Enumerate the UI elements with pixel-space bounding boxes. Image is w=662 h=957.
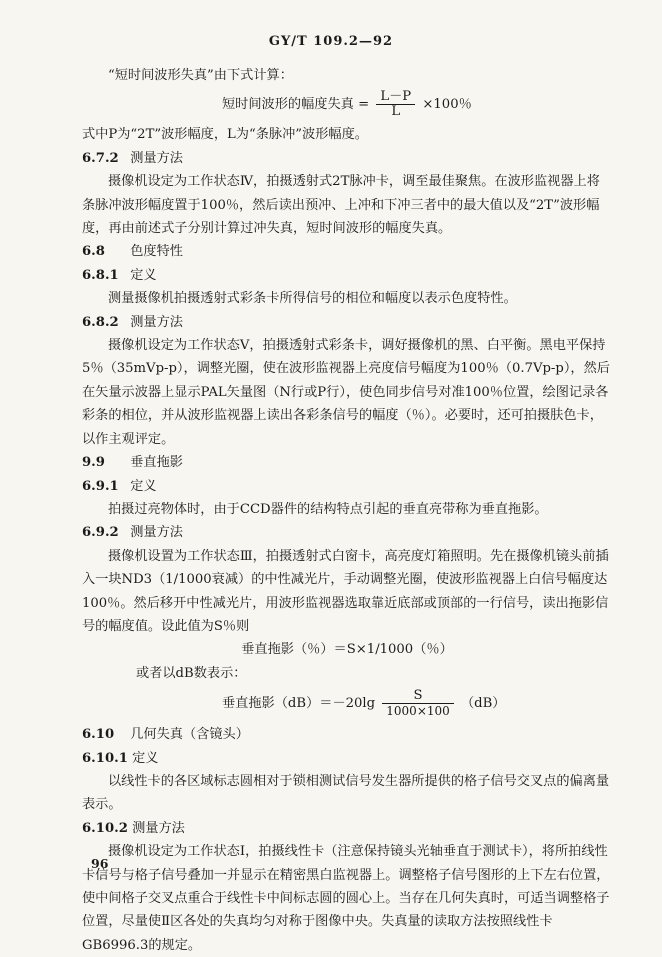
section-heading-6-10-2 xyxy=(82,817,612,840)
formula-vertical-smear-percent: 垂直拖影（％）＝S×1/1000（％） xyxy=(241,642,453,658)
section-title: 测量方法 xyxy=(130,150,183,166)
section-number: 6.8.2 xyxy=(82,314,119,330)
section-title: 色度特性 xyxy=(130,244,183,260)
formula3-lhs: 垂直拖影（dB）＝－20lg xyxy=(222,696,376,712)
section-heading-6-8 xyxy=(82,240,612,263)
section-number: 6.7.2 xyxy=(82,150,119,166)
formula3-numerator: S xyxy=(382,689,454,704)
section-title: 定义 xyxy=(132,750,159,766)
section-heading-6-10-1 xyxy=(82,747,612,770)
section-number: 6.9.1 xyxy=(82,478,119,494)
section-title: 测量方法 xyxy=(130,525,183,541)
formula-short-time-distortion xyxy=(82,87,612,123)
page-header: GY/T 109.2—92 xyxy=(268,34,394,49)
section-number: 6.10 xyxy=(82,727,115,743)
section-title: 测量方法 xyxy=(130,314,183,330)
section-number: 9.9 xyxy=(82,455,105,471)
paragraph-6-7-2: 摄像机设定为工作状态Ⅳ，拍摄透射式2T脉冲卡，调至最佳聚焦。在波形监视器上将条脉冲波形幅度置于100％，然后读出预冲、上冲和下冲三者中的最大值以及“2T”波形幅度，再由前述式子分别计算过冲失真，短时间波形的幅度失真。 xyxy=(82,174,600,237)
paragraph-6-10-1: 以线性卡的各区域标志圆相对于锁相测试信号发生器所提供的格子信号交叉点的偏离量表示。 xyxy=(82,773,610,813)
formula3-fraction xyxy=(382,689,454,718)
body-content xyxy=(82,64,612,957)
intro-line: “短时间波形失真”由下式计算： xyxy=(108,68,293,83)
formula1-note: 式中P为“2T”波形幅度，L为“条脉冲”波形幅度。 xyxy=(82,127,368,143)
section-number: 6.8 xyxy=(82,244,105,260)
section-title: 定义 xyxy=(130,267,157,283)
paragraph-6-10-2: 摄像机设定为工作状态Ⅰ，拍摄线性卡（注意保持镜头光轴垂直于测试卡），将所拍线性卡信号与格子信号叠加一并显示在精密黑白监视器上。调整格子信号图形的上下左右位置，使中间格子交叉点重合于线性卡中间标志圆的圆心上。当存在几何失真时，可适当调整格子位置，尽量使Ⅱ区各处的失真均匀对称于图像中央。失真量的读取方法按照线性卡GB6996.3的规定。 xyxy=(82,844,610,953)
section-title: 定义 xyxy=(130,478,157,494)
section-title: 垂直拖影 xyxy=(130,455,183,471)
formula1-denominator: L xyxy=(391,104,401,120)
section-number: 6.10.2 xyxy=(82,820,128,836)
formula1-numerator: L－P xyxy=(376,90,415,105)
section-heading-6-9-2 xyxy=(82,521,612,544)
page-number: 96 xyxy=(91,856,109,871)
formula3-rhs: （dB） xyxy=(460,696,506,712)
section-heading-6-8-2 xyxy=(82,311,612,334)
paragraph-6-8-2: 摄像机设定为工作状态Ⅴ，拍摄透射式彩条卡，调好摄像机的黑、白平衡。黑电平保持5％（35mVp-p），调整光圈，使在波形监视器上亮度信号幅度为100％（0.7Vp-p），然后在矢量示波器上显示PAL矢量图（N行或P行），使色同步信号对准100％位置，绘图记录各彩条的相位，并从波形监视器上读出各彩条信号的幅度（％）。必要时，还可拍摄肤色卡，以作主观评定。 xyxy=(82,338,610,447)
section-number: 6.8.1 xyxy=(82,267,119,283)
formula3-intro: 或者以dB数表示： xyxy=(136,665,247,681)
section-number: 6.9.2 xyxy=(82,525,119,541)
paragraph-6-9-1: 拍摄过亮物体时，由于CCD器件的结构特点引起的垂直亮带称为垂直拖影。 xyxy=(108,501,548,517)
section-heading-6-9-1 xyxy=(82,475,612,498)
formula3-denominator: 1000×100 xyxy=(386,704,450,719)
section-heading-6-8-1 xyxy=(82,264,612,287)
formula1-rhs: ×100％ xyxy=(422,97,472,113)
formula1-lhs: 短时间波形的幅度失真 = xyxy=(222,97,370,113)
formula1-fraction xyxy=(376,90,415,119)
section-heading-6-10 xyxy=(82,723,612,746)
paragraph-6-8-1: 测量摄像机拍摄透射式彩条卡所得信号的相位和幅度以表示色度特性。 xyxy=(108,291,517,307)
formula-vertical-smear-db xyxy=(82,685,612,723)
paragraph-6-9-2: 摄像机设置为工作状态Ⅲ，拍摄透射式白窗卡，高亮度灯箱照明。先在摄像机镜头前插入一块ND3（1/1000衰减）的中性减光片，手动调整光圈，使波形监视器上白信号幅度达100％。然后移开中性减光片，用波形监视器选取靠近底部或顶部的一行信号，读出拖影信号的幅度值。设此值为S％则 xyxy=(82,548,609,634)
section-title: 测量方法 xyxy=(132,820,185,836)
section-heading-6-7-2 xyxy=(82,147,612,170)
section-number: 6.10.1 xyxy=(82,750,128,766)
section-title: 几何失真（含镜头） xyxy=(130,727,249,743)
section-heading-9-9 xyxy=(82,451,612,474)
